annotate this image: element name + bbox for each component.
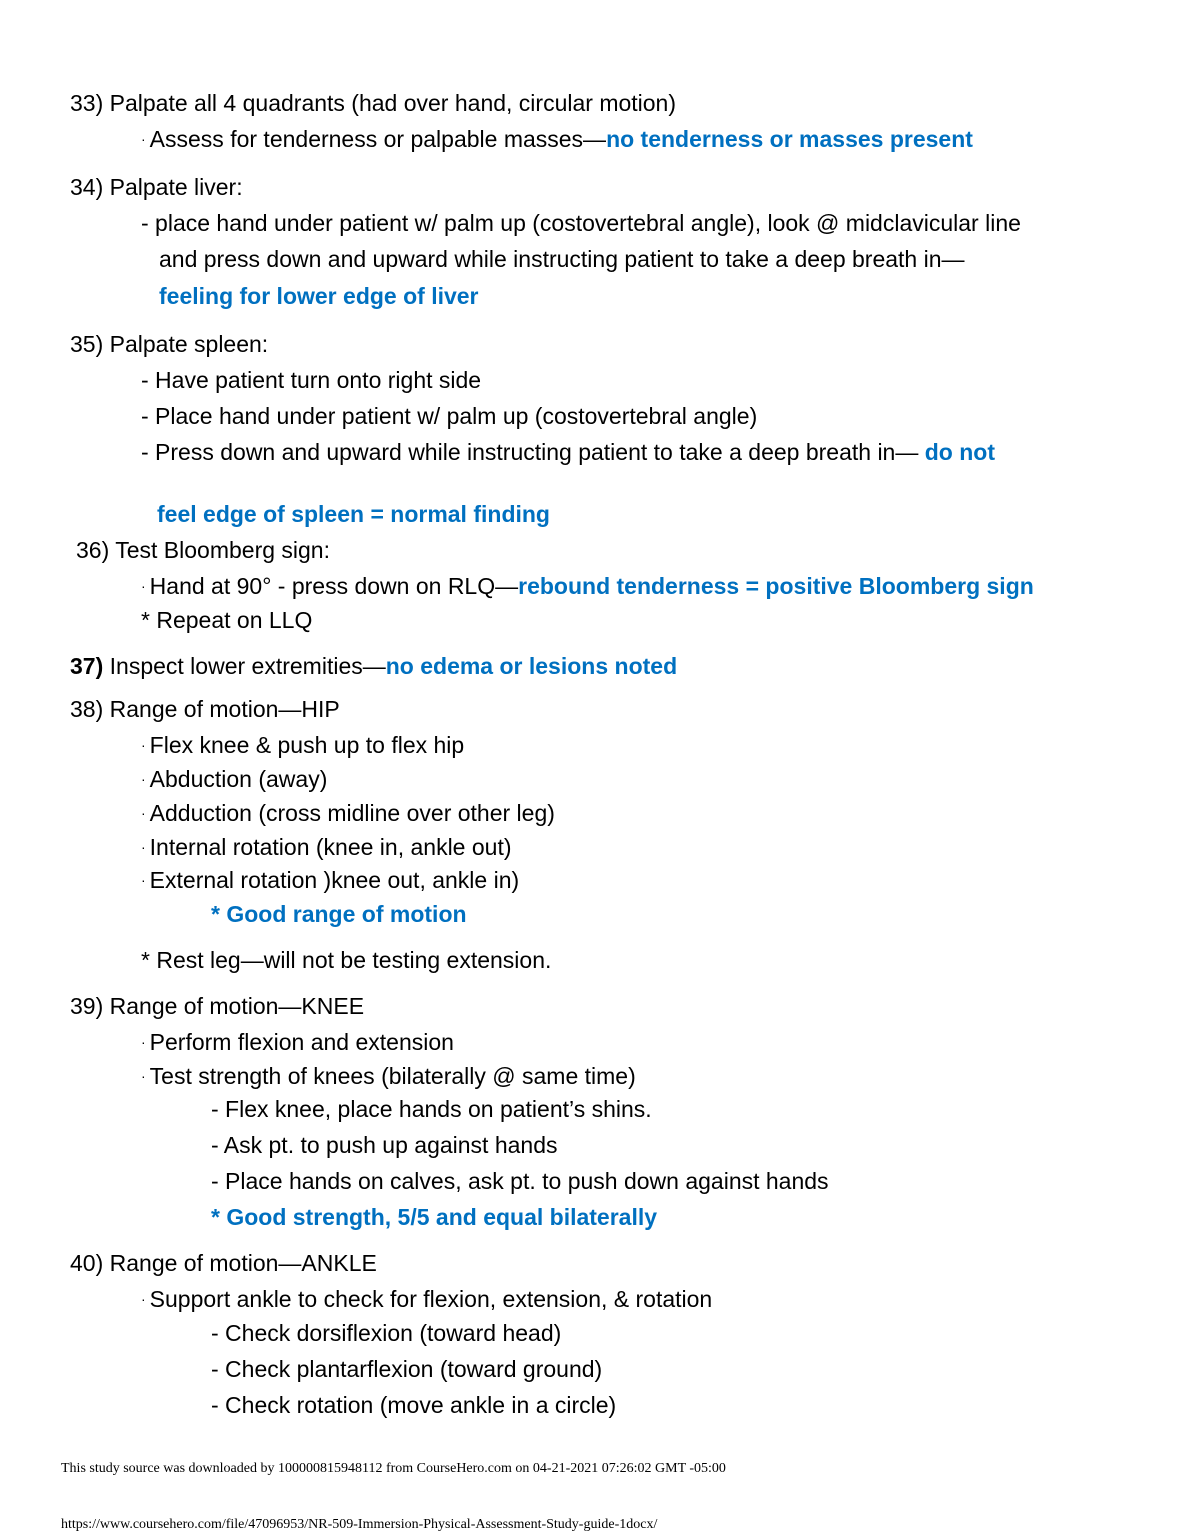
list-item-text: Adduction (cross midline over other leg) — [149, 800, 555, 826]
step-37-finding: no edema or lesions noted — [385, 653, 678, 679]
list-item-text: External rotation )knee out, ankle in) — [149, 867, 520, 893]
step-35-line-3 — [141, 438, 995, 466]
list-item — [141, 731, 464, 762]
step-35-heading: 35) Palpate spleen: — [70, 331, 269, 357]
list-item-text: Internal rotation (knee in, ankle out) — [149, 834, 512, 860]
download-notice: This study source was downloaded by 100000815948112 from CourseHero.com on 04-21-2021 07:26:02 GMT -05:00 — [61, 1461, 726, 1476]
list-item — [141, 1062, 636, 1093]
list-item — [141, 765, 327, 796]
list-item — [141, 833, 512, 864]
step-33-finding: no tenderness or masses present — [606, 126, 973, 152]
list-item — [141, 1028, 454, 1059]
bullet-icon: · — [141, 872, 146, 888]
list-subitem: - Check plantarflexion (toward ground) — [211, 1356, 603, 1382]
list-item — [141, 799, 555, 830]
list-item-text: Test strength of knees (bilaterally @ same time) — [149, 1063, 636, 1089]
list-item-text: Perform flexion and extension — [149, 1029, 454, 1055]
step-37-number: 37) — [70, 653, 104, 679]
step-38-heading: 38) Range of motion—HIP — [70, 696, 340, 722]
list-subitem: - Check dorsiflexion (toward head) — [211, 1320, 562, 1346]
bullet-icon: · — [141, 1034, 146, 1050]
list-item-text: Abduction (away) — [149, 766, 328, 792]
bullet-icon: · — [141, 131, 146, 147]
bullet-icon: · — [141, 771, 146, 787]
list-subitem: - Check rotation (move ankle in a circle) — [211, 1392, 617, 1418]
step-35-line-3-text: - Press down and upward while instructing patient to take a deep breath in— — [141, 439, 925, 465]
step-40-heading: 40) Range of motion—ANKLE — [70, 1250, 377, 1276]
list-item — [141, 866, 519, 897]
step-36-finding: rebound tenderness = positive Bloomberg sign — [518, 573, 1034, 599]
list-item-text: Flex knee & push up to flex hip — [149, 732, 465, 758]
step-35-finding-part-2: feel edge of spleen = normal finding — [157, 501, 550, 527]
step-38-note: * Rest leg—will not be testing extension. — [141, 947, 552, 973]
step-36-repeat: * Repeat on LLQ — [141, 607, 313, 633]
step-33-item-text: Assess for tenderness or palpable masses— — [149, 126, 607, 152]
list-subitem: - Flex knee, place hands on patient’s shins. — [211, 1096, 652, 1122]
step-35-line-1: - Have patient turn onto right side — [141, 367, 482, 393]
list-item — [141, 1285, 712, 1316]
step-36-item-text: Hand at 90° - press down on RLQ— — [149, 573, 519, 599]
step-37-text: Inspect lower extremities— — [103, 653, 386, 679]
bullet-icon: · — [141, 839, 146, 855]
step-34-line-2: and press down and upward while instructing patient to take a deep breath in— — [159, 246, 965, 272]
step-35-line-2: - Place hand under patient w/ palm up (costovertebral angle) — [141, 403, 758, 429]
list-subitem: - Ask pt. to push up against hands — [211, 1132, 558, 1158]
step-36-heading: 36) Test Bloomberg sign: — [76, 537, 330, 563]
bullet-icon: · — [141, 1068, 146, 1084]
source-url[interactable]: https://www.coursehero.com/file/47096953/NR-509-Immersion-Physical-Assessment-Study-guide-1docx/ — [61, 1517, 658, 1532]
step-39-finding: * Good strength, 5/5 and equal bilaterally — [211, 1204, 658, 1230]
step-37 — [70, 652, 677, 680]
step-33-item — [141, 125, 973, 156]
list-item-text: Support ankle to check for flexion, extension, & rotation — [149, 1286, 713, 1312]
list-subitem: - Place hands on calves, ask pt. to push down against hands — [211, 1168, 829, 1194]
step-35-finding-part-1: do not — [924, 439, 995, 465]
bullet-icon: · — [141, 737, 146, 753]
step-34-line-1: - place hand under patient w/ palm up (costovertebral angle), look @ midclavicular line — [141, 210, 1021, 236]
bullet-icon: · — [141, 578, 146, 594]
step-34-heading: 34) Palpate liver: — [70, 174, 243, 200]
step-39-heading: 39) Range of motion—KNEE — [70, 993, 365, 1019]
step-36-item — [141, 572, 1034, 603]
step-34-finding: feeling for lower edge of liver — [159, 283, 479, 309]
step-38-finding: * Good range of motion — [211, 901, 467, 927]
step-33-heading: 33) Palpate all 4 quadrants (had over hand, circular motion) — [70, 90, 677, 116]
bullet-icon: · — [141, 1291, 146, 1307]
bullet-icon: · — [141, 805, 146, 821]
